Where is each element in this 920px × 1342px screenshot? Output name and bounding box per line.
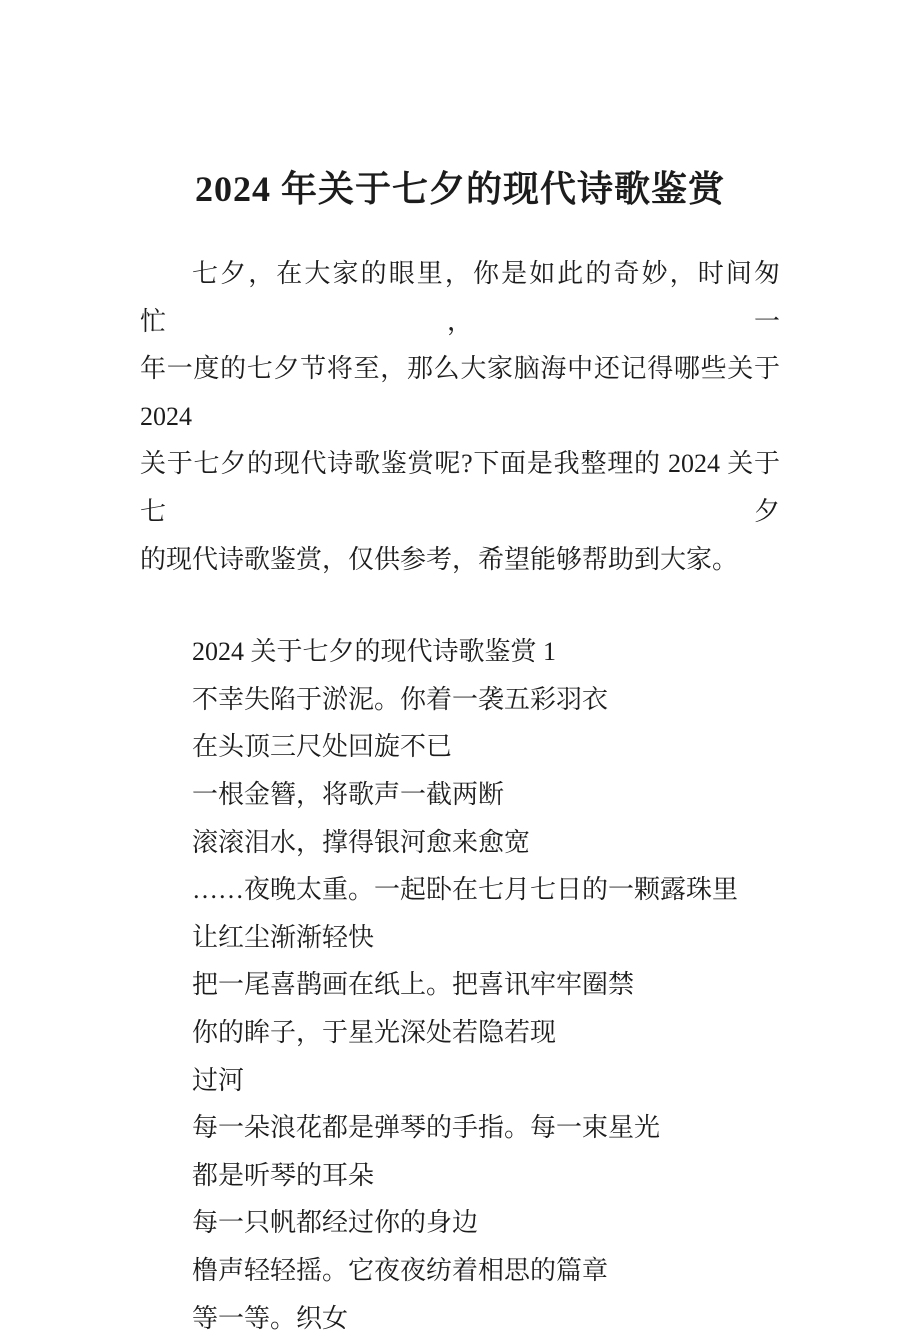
- intro-line: 七夕，在大家的眼里，你是如此的奇妙，时间匆忙，一: [140, 259, 780, 336]
- poem-line: 把一尾喜鹊画在纸上。把喜讯牢牢圈禁: [192, 970, 635, 1000]
- poem-line: 等一等。织女: [192, 1303, 349, 1333]
- poem-line: 在头顶三尺处回旋不已: [192, 732, 453, 762]
- page-title: 2024 年关于七夕的现代诗歌鉴赏: [194, 169, 725, 210]
- poem-line: 你的眸子，于星光深处若隐若现: [192, 1018, 557, 1048]
- poem-line: 每一只帆都经过你的身边: [192, 1208, 479, 1238]
- intro-line: 年一度的七夕节将至，那么大家脑海中还记得哪些关于 2024: [140, 354, 780, 431]
- poem-line: 不幸失陷于淤泥。你着一袭五彩羽衣: [192, 684, 609, 714]
- poem-line: 都是听琴的耳朵: [192, 1160, 375, 1190]
- poem-line: 橹声轻轻摇。它夜夜纺着相思的篇章: [192, 1255, 609, 1285]
- poem-line: 让红尘渐渐轻快: [192, 922, 375, 952]
- poem-line: 一根金簪，将歌声一截两断: [192, 780, 505, 810]
- intro-paragraph: [140, 250, 780, 583]
- poem-line: 滚滚泪水，撑得银河愈来愈宽: [192, 827, 531, 857]
- poem-line: 每一朵浪花都是弹琴的手指。每一束星光: [192, 1113, 661, 1143]
- poem-section: [140, 628, 780, 1342]
- intro-line: 的现代诗歌鉴赏，仅供参考，希望能够帮助到大家。: [140, 544, 739, 574]
- poem-section-title: 2024 关于七夕的现代诗歌鉴赏 1: [192, 637, 557, 667]
- poem-line: 过河: [192, 1065, 245, 1095]
- poem-line: ……夜晚太重。一起卧在七月七日的一颗露珠里: [192, 875, 739, 905]
- intro-line: 关于七夕的现代诗歌鉴赏呢?下面是我整理的 2024 关于七夕: [140, 449, 780, 527]
